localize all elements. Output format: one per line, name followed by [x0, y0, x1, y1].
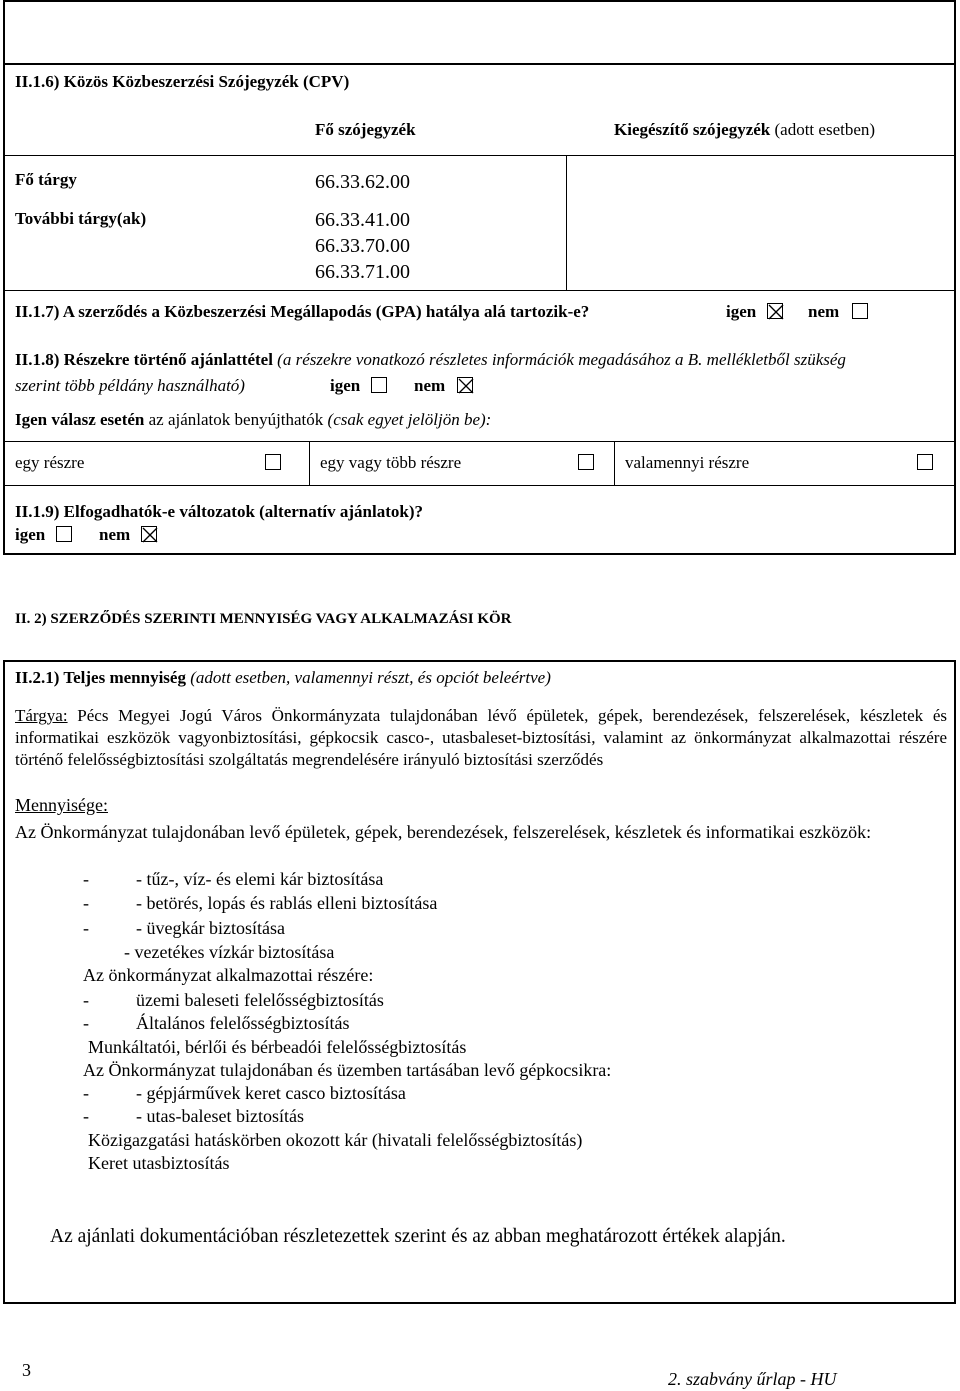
- cpv-heading: II.1.6) Közös Közbeszerzési Szójegyzék (CPV): [15, 72, 350, 91]
- cpv-table-bottom-line: [3, 290, 956, 291]
- cpv-other-code-3: 66.33.71.00: [315, 261, 410, 283]
- list-b-item-1: üzemi baleseti felelősségbiztosítás: [136, 990, 384, 1010]
- cpv-table-row-line: [3, 155, 956, 156]
- cpv-col-supp-bold: Kiegészítő szójegyzék: [614, 120, 771, 139]
- lots-answer-bold: Igen válasz esetén: [15, 410, 145, 429]
- lots-option-2-label: egy vagy több részre: [320, 453, 462, 472]
- lots-heading: [15, 350, 846, 370]
- box-top-border: [3, 0, 956, 2]
- lots-option-1-checkbox[interactable]: [265, 454, 281, 470]
- list-c-item-1: - gépjárművek keret casco biztosítása: [136, 1083, 406, 1103]
- box2-right-border: [954, 660, 956, 1304]
- list-a-extra: - vezetékes vízkár biztosítása: [124, 942, 335, 962]
- list-a-dash-2: -: [83, 893, 89, 913]
- gpa-yes-label: igen: [726, 302, 757, 321]
- list-c-dash-2: -: [83, 1106, 89, 1126]
- gpa-no-label: nem: [808, 302, 840, 321]
- lots-yes-checkbox[interactable]: [371, 377, 387, 393]
- lots-answer-rest: az ajánlatok benyújthatók: [148, 410, 324, 429]
- total-quantity-heading: [15, 668, 551, 688]
- cpv-main-label: Fő tárgy: [15, 170, 77, 189]
- list-a-dash-1: -: [83, 869, 89, 889]
- cpv-col-main: Fő szójegyzék: [315, 120, 416, 139]
- section-22-heading: II. 2) SZERZŐDÉS SZERINTI MENNYISÉG VAGY ALKALMAZÁSI KÖR: [15, 611, 512, 627]
- lots-option-3-checkbox[interactable]: [917, 454, 933, 470]
- options-row-top-line: [3, 441, 956, 442]
- gpa-yes-checkbox[interactable]: [767, 303, 783, 319]
- form-name: 2. szabvány űrlap - HU: [668, 1369, 837, 1389]
- total-quantity-bold: II.2.1) Teljes mennyiség: [15, 668, 186, 687]
- options-row-bottom-line: [3, 485, 956, 486]
- options-col-line-1: [309, 441, 310, 485]
- closing-line: Az ajánlati dokumentációban részletezettek szerint és az abban meghatározott értékek alapján.: [50, 1226, 786, 1247]
- box2-left-border: [3, 660, 5, 1304]
- check-x-icon: [458, 378, 474, 394]
- list-b-dash-1: -: [83, 990, 89, 1010]
- employer-line: Munkáltatói, bérlői és bérbeadói felelősségbiztosítás: [88, 1037, 467, 1057]
- cpv-other-code-2: 66.33.70.00: [315, 235, 410, 257]
- cpv-col-supplementary: [614, 120, 875, 140]
- quantity-label: Mennyisége:: [15, 795, 108, 815]
- variants-yes-checkbox[interactable]: [56, 526, 72, 542]
- options-col-line-2: [614, 441, 615, 485]
- lots-option-2-checkbox[interactable]: [578, 454, 594, 470]
- page-number: 3: [22, 1360, 31, 1380]
- lots-heading-italic-2: szerint több példány használható): [15, 376, 245, 395]
- cpv-other-code-1: 66.33.41.00: [315, 209, 410, 231]
- lots-no-label: nem: [414, 376, 446, 395]
- lots-heading-bold: II.1.8) Részekre történő ajánlattétel: [15, 350, 273, 369]
- variants-yes-label: igen: [15, 525, 46, 544]
- vehicles-label: Az Önkormányzat tulajdonában és üzemben tartásában levő gépkocsikra:: [83, 1060, 612, 1080]
- gpa-question: II.1.7) A szerződés a Közbeszerzési Megállapodás (GPA) hatálya alá tartozik-e?: [15, 302, 590, 321]
- box2-bottom-border: [3, 1302, 956, 1304]
- lots-answer-line: [15, 410, 491, 430]
- check-x-icon: [768, 304, 784, 320]
- lots-answer-italic: (csak egyet jelöljön be):: [327, 410, 492, 429]
- list-a-item-3: - üvegkár biztosítása: [136, 918, 285, 938]
- subject-label: Tárgya:: [15, 706, 68, 725]
- list-c-dash-1: -: [83, 1083, 89, 1103]
- check-x-icon: [142, 527, 158, 543]
- list-b-item-2: Általános felelősségbiztosítás: [136, 1013, 350, 1033]
- lots-no-checkbox[interactable]: [457, 377, 473, 393]
- admin-line: Közigazgatási hatáskörben okozott kár (hivatali felelősségbiztosítás): [88, 1130, 583, 1150]
- cpv-main-code: 66.33.62.00: [315, 171, 410, 193]
- lots-option-1-label: egy részre: [15, 453, 85, 472]
- list-a-dash-3: -: [83, 918, 89, 938]
- cpv-table-col-line: [566, 155, 567, 290]
- box-bottom-border: [3, 553, 956, 555]
- employees-label: Az önkormányzat alkalmazottai részére:: [83, 965, 374, 985]
- cpv-col-supp-note: (adott esetben): [774, 120, 876, 139]
- quantity-intro: Az Önkormányzat tulajdonában levő épületek, gépek, berendezések, felszerelések, készletek és informatikai eszközök:: [15, 822, 872, 842]
- lots-option-3-label: valamennyi részre: [625, 453, 750, 472]
- list-a-item-1: - tűz-, víz- és elemi kár biztosítása: [136, 869, 384, 889]
- list-a-item-2: - betörés, lopás és rablás elleni biztosítása: [136, 893, 438, 913]
- variants-question: II.1.9) Elfogadhatók-e változatok (alternatív ajánlatok)?: [15, 502, 423, 521]
- frame-line: Keret utasbiztosítás: [88, 1153, 230, 1173]
- box2-top-border: [3, 660, 956, 662]
- subject-paragraph: [15, 705, 947, 771]
- box-left-border: [3, 0, 5, 555]
- box-right-border: [954, 0, 956, 555]
- separator-line: [3, 63, 956, 65]
- subject-text: Pécs Megyei Jogú Város Önkormányzata tulajdonában lévő épületek, gépek, berendezések, felszerelések, készletek és informatikai eszközök vagyonbiztosítási, gépkocsik casco-, utasbaleset-biztosítási, valamint az önkormányzat alkalmazottai részére történő felelősségbiztosítási szolgáltatás megrendelésére irányuló biztosítási szerződés: [15, 706, 948, 769]
- variants-no-checkbox[interactable]: [141, 526, 157, 542]
- lots-heading-italic-1: (a részekre vonatkozó részletes információk megadásához a B. mellékletből szükség: [277, 350, 846, 369]
- total-quantity-italic: (adott esetben, valamennyi részt, és opciót beleértve): [190, 668, 551, 687]
- list-c-item-2: - utas-baleset biztosítás: [136, 1106, 304, 1126]
- cpv-other-label: További tárgy(ak): [15, 209, 147, 228]
- variants-no-label: nem: [99, 525, 131, 544]
- lots-yes-label: igen: [330, 376, 361, 395]
- list-b-dash-2: -: [83, 1013, 89, 1033]
- gpa-no-checkbox[interactable]: [852, 303, 868, 319]
